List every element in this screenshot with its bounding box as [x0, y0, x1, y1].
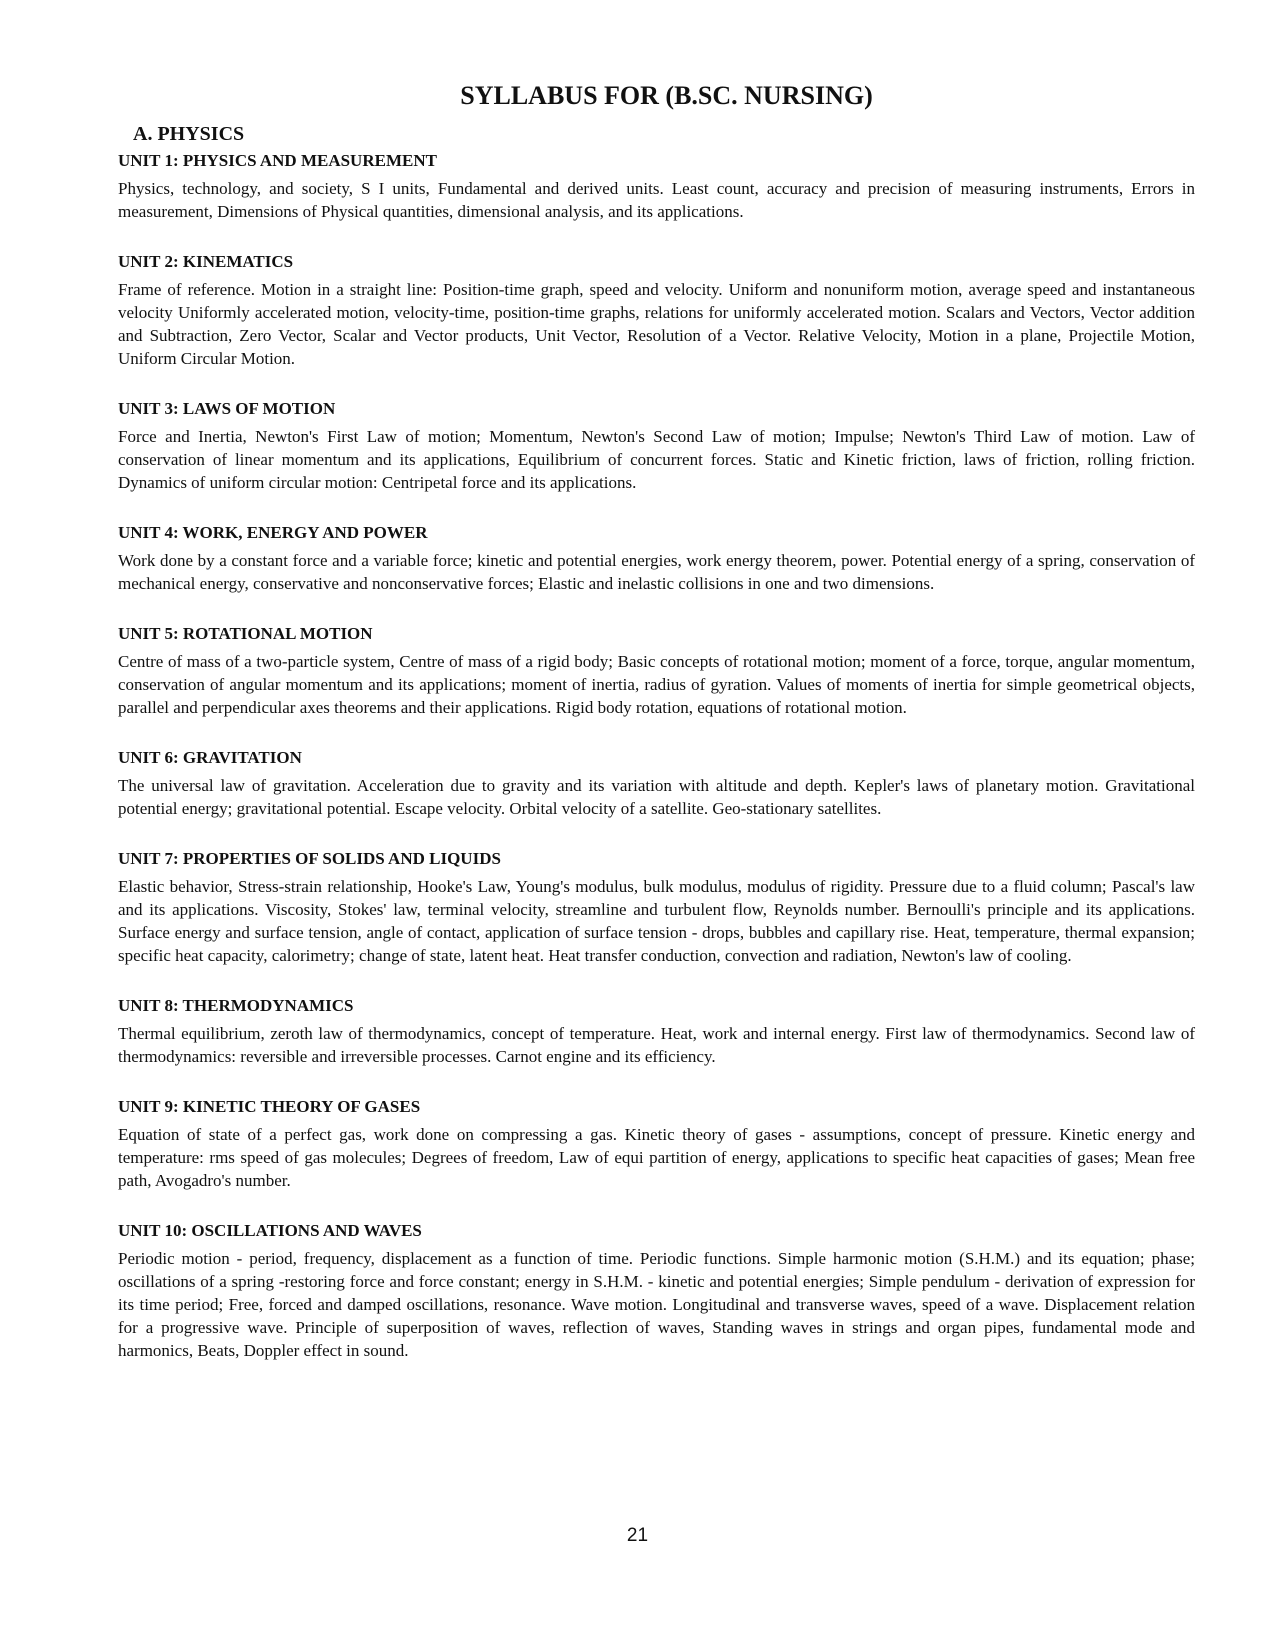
unit-heading: UNIT 1: PHYSICS AND MEASUREMENT — [118, 151, 437, 170]
unit-body: Periodic motion - period, frequency, displacement as a function of time. Periodic functions. Simple harmonic motion (S.H.M.) and its equation; phase; oscillations of a spring -restoring force and force constant; energy in S.H.M. - kinetic and potential energies; Simple pendulum - derivation of expression for its time period; Free, forced and damped oscillations, resonance. Wave motion. Longitudinal and transverse waves, speed of a wave. Displacement relation for a progressive wave. Principle of superposition of waves, reflection of waves, Standing waves in strings and organ pipes, fundamental mode and harmonics, Beats, Doppler effect in sound. — [118, 1249, 1195, 1360]
unit-9 — [118, 1096, 1195, 1192]
unit-body: Equation of state of a perfect gas, work done on compressing a gas. Kinetic theory of gases - assumptions, concept of pressure. Kinetic energy and temperature: rms speed of gas molecules; Degrees of freedom, Law of equi partition of energy, applications to specific heat capacities of gases; Mean free path, Avogadro's number. — [118, 1125, 1195, 1190]
page-number: 21 — [626, 1525, 649, 1546]
unit-body: Work done by a constant force and a variable force; kinetic and potential energies, work energy theorem, power. Potential energy of a spring, conservation of mechanical energy, conservative and nonconservative forces; Elastic and inelastic collisions in one and two dimensions. — [118, 551, 1195, 593]
unit-5 — [118, 623, 1195, 719]
unit-heading: UNIT 3: LAWS OF MOTION — [118, 399, 336, 418]
unit-body: The universal law of gravitation. Acceleration due to gravity and its variation with altitude and depth. Kepler's laws of planetary motion. Gravitational potential energy; gravitational potential. Escape velocity. Orbital velocity of a satellite. Geo-stationary satellites. — [118, 776, 1195, 818]
unit-body: Elastic behavior, Stress-strain relationship, Hooke's Law, Young's modulus, bulk modulus, modulus of rigidity. Pressure due to a fluid column; Pascal's law and its applications. Viscosity, Stokes' law, terminal velocity, streamline and turbulent flow, Reynolds number. Bernoulli's principle and its applications. Surface energy and surface tension, angle of contact, application of surface tension - drops, bubbles and capillary rise. Heat, temperature, thermal expansion; specific heat capacity, calorimetry; change of state, latent heat. Heat transfer conduction, convection and radiation, Newton's law of cooling. — [118, 877, 1195, 965]
unit-body: Thermal equilibrium, zeroth law of thermodynamics, concept of temperature. Heat, work and internal energy. First law of thermodynamics. Second law of thermodynamics: reversible and irreversible processes. Carnot engine and its efficiency. — [118, 1024, 1195, 1066]
document-page — [118, 80, 1195, 1390]
unit-heading: UNIT 7: PROPERTIES OF SOLIDS AND LIQUIDS — [118, 849, 501, 868]
unit-body: Frame of reference. Motion in a straight line: Position-time graph, speed and velocity. Uniform and nonuniform motion, average speed and instantaneous velocity Uniformly accelerated motion, velocity-time, position-time graphs, relations for uniformly accelerated motion. Scalars and Vectors, Vector addition and Subtraction, Zero Vector, Scalar and Vector products, Unit Vector, Resolution of a Vector. Relative Velocity, Motion in a plane, Projectile Motion, Uniform Circular Motion. — [118, 280, 1195, 368]
unit-8 — [118, 995, 1195, 1068]
section-heading-physics: A. PHYSICS — [133, 123, 245, 145]
unit-heading: UNIT 8: THERMODYNAMICS — [118, 996, 354, 1015]
unit-1 — [118, 150, 1195, 223]
unit-3 — [118, 398, 1195, 494]
unit-heading: UNIT 5: ROTATIONAL MOTION — [118, 624, 373, 643]
unit-heading: UNIT 9: KINETIC THEORY OF GASES — [118, 1097, 421, 1116]
unit-10 — [118, 1220, 1195, 1362]
unit-body: Centre of mass of a two-particle system, Centre of mass of a rigid body; Basic concepts of rotational motion; moment of a force, torque, angular momentum, conservation of angular momentum and its applications; moment of inertia, radius of gyration. Values of moments of inertia for simple geometrical objects, parallel and perpendicular axes theorems and their applications. Rigid body rotation, equations of rotational motion. — [118, 652, 1195, 717]
unit-heading: UNIT 10: OSCILLATIONS AND WAVES — [118, 1221, 422, 1240]
unit-body: Physics, technology, and society, S I units, Fundamental and derived units. Least count, accuracy and precision of measuring instruments, Errors in measurement, Dimensions of Physical quantities, dimensional analysis, and its applications. — [118, 179, 1195, 221]
unit-4 — [118, 522, 1195, 595]
unit-7 — [118, 848, 1195, 967]
unit-body: Force and Inertia, Newton's First Law of motion; Momentum, Newton's Second Law of motion; Impulse; Newton's Third Law of motion. Law of conservation of linear momentum and its applications, Equilibrium of concurrent forces. Static and Kinetic friction, laws of friction, rolling friction. Dynamics of uniform circular motion: Centripetal force and its applications. — [118, 427, 1195, 492]
unit-heading: UNIT 6: GRAVITATION — [118, 748, 302, 767]
document-title: SYLLABUS FOR (B.SC. NURSING) — [460, 81, 873, 110]
unit-2 — [118, 251, 1195, 370]
unit-heading: UNIT 2: KINEMATICS — [118, 252, 294, 271]
unit-6 — [118, 747, 1195, 820]
unit-heading: UNIT 4: WORK, ENERGY AND POWER — [118, 523, 428, 542]
